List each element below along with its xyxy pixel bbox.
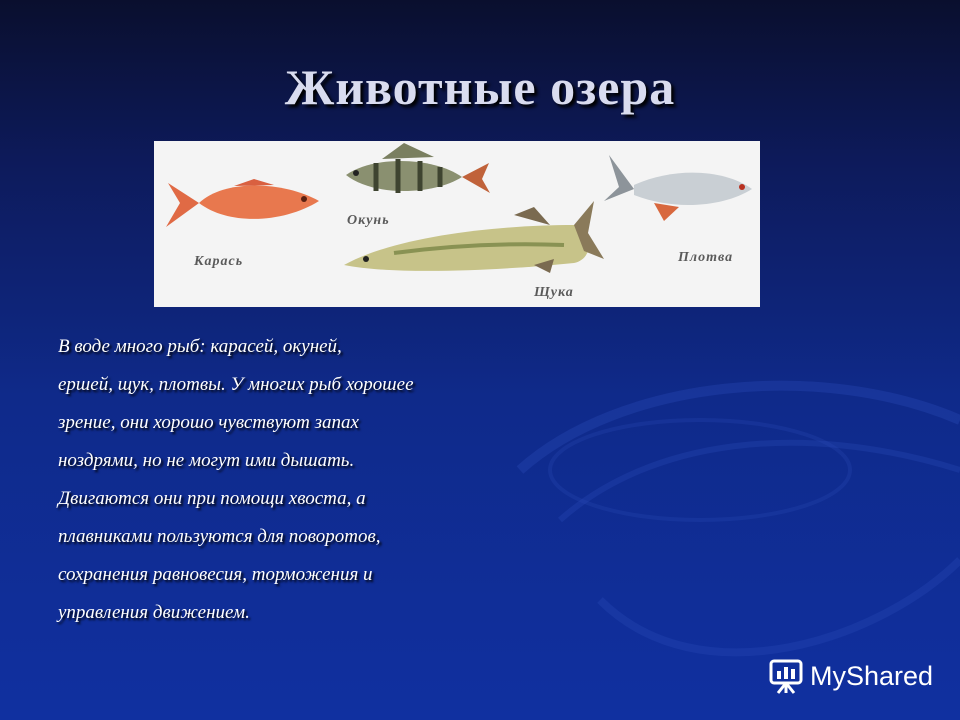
- karas-fish-icon: [166, 179, 319, 227]
- body-line: зрение, они хорошо чувствуют запах: [58, 412, 359, 433]
- myshared-watermark[interactable]: [768, 656, 933, 696]
- body-line: сохранения равновесия, торможения и: [58, 564, 373, 585]
- fish-illustration: [154, 141, 760, 307]
- fish-label-plotva: Плотва: [678, 250, 734, 265]
- fish-label-okun: Окунь: [347, 213, 390, 228]
- shchuka-fish-icon: [344, 201, 604, 273]
- myshared-logo-icon: [768, 657, 804, 695]
- slide-title: Животные озера: [284, 59, 676, 115]
- body-line: ноздрями, но не могут ими дышать.: [58, 450, 355, 471]
- fish-label-karas: Карась: [194, 254, 244, 269]
- body-line: Двигаются они при помощи хвоста, а: [58, 488, 366, 509]
- plotva-fish-icon: [604, 155, 752, 221]
- fish-label-shchuka: Щука: [534, 285, 574, 300]
- brand-name: MyShared: [810, 660, 934, 691]
- body-line: управления движением.: [58, 602, 250, 623]
- body-line: В воде много рыб: карасей, окуней,: [58, 336, 342, 357]
- okun-fish-icon: [346, 143, 490, 193]
- body-line: ершей, щук, плотвы. У многих рыб хорошее: [58, 374, 414, 395]
- body-line: плавниками пользуются для поворотов,: [58, 526, 381, 547]
- slide-body-text: [58, 328, 528, 632]
